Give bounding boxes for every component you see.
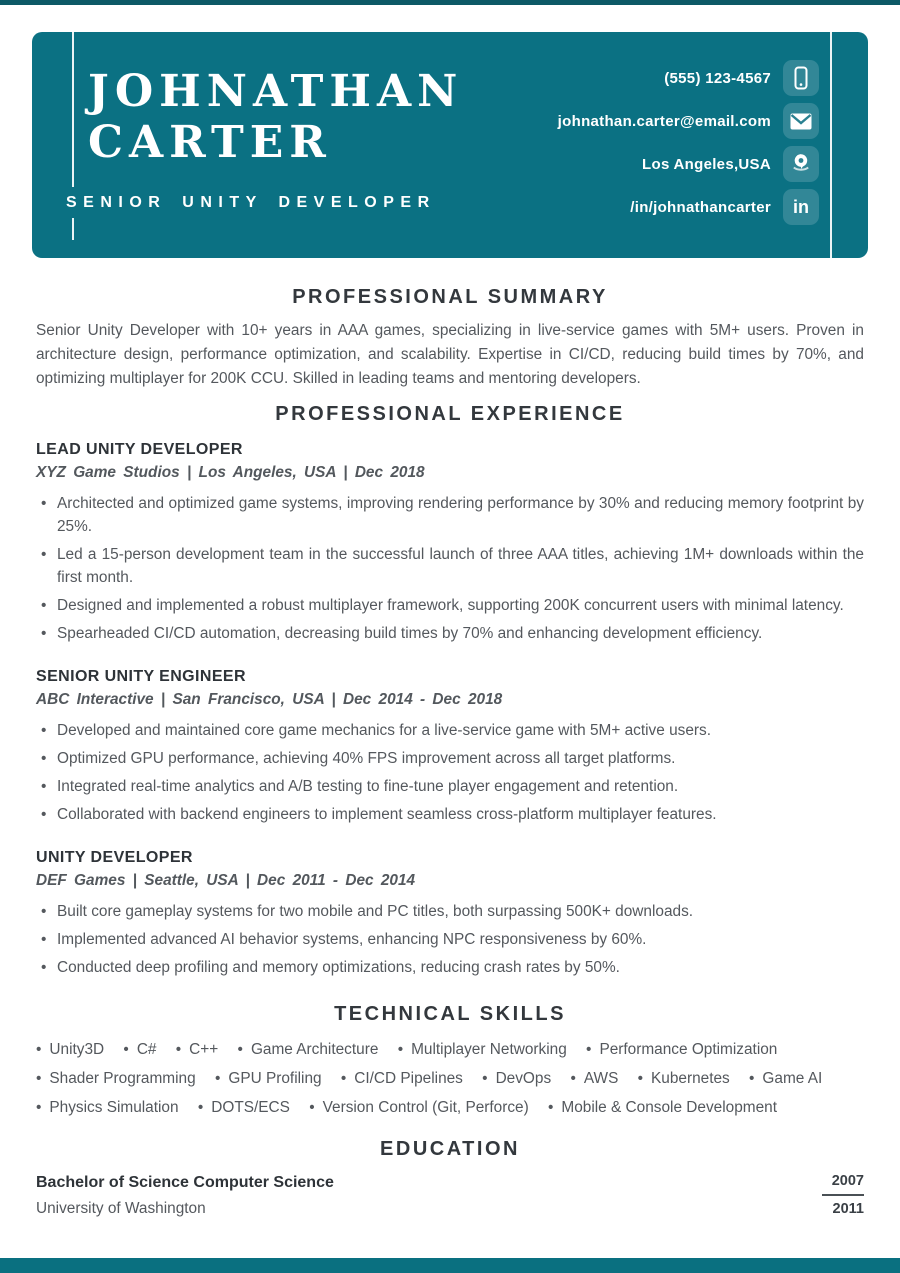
skill-item: • AWS [570,1070,618,1087]
skills-list [36,1035,864,1122]
education-school: University of Washington [36,1200,206,1217]
job-bullets [36,719,864,826]
education-years-divider [822,1194,864,1196]
skill-item: • DevOps [482,1070,551,1087]
job-bullet: • Architected and optimized game systems, improving rendering performance by 30% and reducing memory footprint by 25%. [36,492,864,538]
linkedin-handle: /in/johnathancarter [630,198,771,216]
skill-item: • Mobile & Console Development [548,1099,777,1116]
job-bullet: • Designed and implemented a robust multiplayer framework, supporting 200K concurrent users with minimal latency. [36,594,864,617]
job-meta: DEF Games | Seattle, USA | Dec 2011 - Dec 2014 [36,872,416,889]
summary-heading: PROFESSIONAL SUMMARY [292,286,608,308]
job-bullet: • Optimized GPU performance, achieving 40% FPS improvement across all target platforms. [36,747,864,770]
phone-number: (555) 123-4567 [664,69,771,87]
job-entry [36,667,864,826]
skill-item: • Version Control (Git, Perforce) [309,1099,529,1116]
skill-item: • Physics Simulation [36,1099,179,1116]
education-heading: EDUCATION [380,1138,520,1160]
skill-item: • DOTS/ECS [198,1099,290,1116]
header-card [32,32,868,258]
skill-item: • Game AI [749,1070,822,1087]
phone-badge [783,60,819,96]
job-meta: XYZ Game Studios | Los Angeles, USA | Dec 2018 [36,464,425,481]
job-bullet: • Spearheaded CI/CD automation, decreasing build times by 70% and enhancing development efficiency. [36,622,864,645]
skill-item: • GPU Profiling [215,1070,322,1087]
summary-text: Senior Unity Developer with 10+ years in AAA games, specializing in live-service games with 5M+ users. Proven in architecture design, performance optimization, and scalability. Expertise in CI/CD, reducing build times by 70%, and optimizing multiplayer for 200K CCU. Skilled in leading teams and mentoring developers. [36,322,864,387]
education-end-year: 2011 [832,1201,864,1217]
location-badge [783,146,819,182]
job-bullet: • Implemented advanced AI behavior systems, enhancing NPC responsiveness by 60%. [36,928,864,951]
job-entry [36,440,864,645]
job-bullet: • Integrated real-time analytics and A/B testing to fine-tune player engagement and retention. [36,775,864,798]
top-accent-strip [0,0,900,5]
education-degree: Bachelor of Science Computer Science [36,1174,334,1191]
email-badge [783,103,819,139]
job-bullet: • Collaborated with backend engineers to implement seamless cross-platform multiplayer features. [36,803,864,826]
job-entry [36,848,864,979]
linkedin-icon: in [793,196,809,217]
left-vertical-divider-bottom [72,218,74,240]
job-bullet: • Built core gameplay systems for two mobile and PC titles, both surpassing 500K+ downloads. [36,900,864,923]
contact-location [642,146,819,182]
left-vertical-divider-top [72,32,74,187]
education-years [822,1173,864,1217]
email-icon [790,113,812,130]
bottom-accent-bar [0,1258,900,1273]
job-title: UNITY DEVELOPER [36,849,193,866]
job-bullets [36,492,864,645]
contact-email [558,103,819,139]
contact-linkedin [630,189,819,225]
contact-phone [664,60,819,96]
skills-heading: TECHNICAL SKILLS [334,1003,566,1025]
skill-item: • Multiplayer Networking [398,1041,567,1058]
candidate-name [88,66,463,168]
skills-row [36,1035,864,1064]
location-text: Los Angeles,USA [642,155,771,173]
job-bullet: • Conducted deep profiling and memory optimizations, reducing crash rates by 50%. [36,956,864,979]
job-meta: ABC Interactive | San Francisco, USA | Dec 2014 - Dec 2018 [36,691,503,708]
skill-item: • Shader Programming [36,1070,196,1087]
job-title: LEAD UNITY DEVELOPER [36,441,243,458]
location-icon [789,152,813,176]
education-entry [36,1173,864,1218]
skill-item: • Kubernetes [638,1070,730,1087]
phone-icon [791,66,811,90]
job-bullet: • Developed and maintained core game mechanics for a live-service game with 5M+ active users. [36,719,864,742]
skills-row [36,1093,864,1122]
email-address: johnathan.carter@email.com [557,112,771,130]
job-title: SENIOR UNITY ENGINEER [36,668,246,685]
skill-item: • Performance Optimization [586,1041,777,1058]
candidate-job-title: SENIOR UNITY DEVELOPER [66,194,436,211]
skill-item: • C++ [176,1041,218,1058]
skill-item: • Game Architecture [238,1041,379,1058]
skills-row [36,1064,864,1093]
right-vertical-divider [830,32,832,258]
experience-heading: PROFESSIONAL EXPERIENCE [275,403,625,425]
candidate-name-line1: JOHNATHAN [88,66,464,117]
skill-item: • Unity3D [36,1041,104,1058]
education-left [36,1173,334,1218]
skill-item: • CI/CD Pipelines [341,1070,463,1087]
linkedin-badge [783,189,819,225]
candidate-name-line2: CARTER [88,117,332,168]
contact-list [558,60,819,225]
skill-item: • C# [123,1041,156,1058]
job-bullet: • Led a 15-person development team in the successful launch of three AAA titles, achieving 1M+ downloads within the first month. [36,543,864,589]
job-bullets [36,900,864,979]
education-start-year: 2007 [831,1173,864,1189]
